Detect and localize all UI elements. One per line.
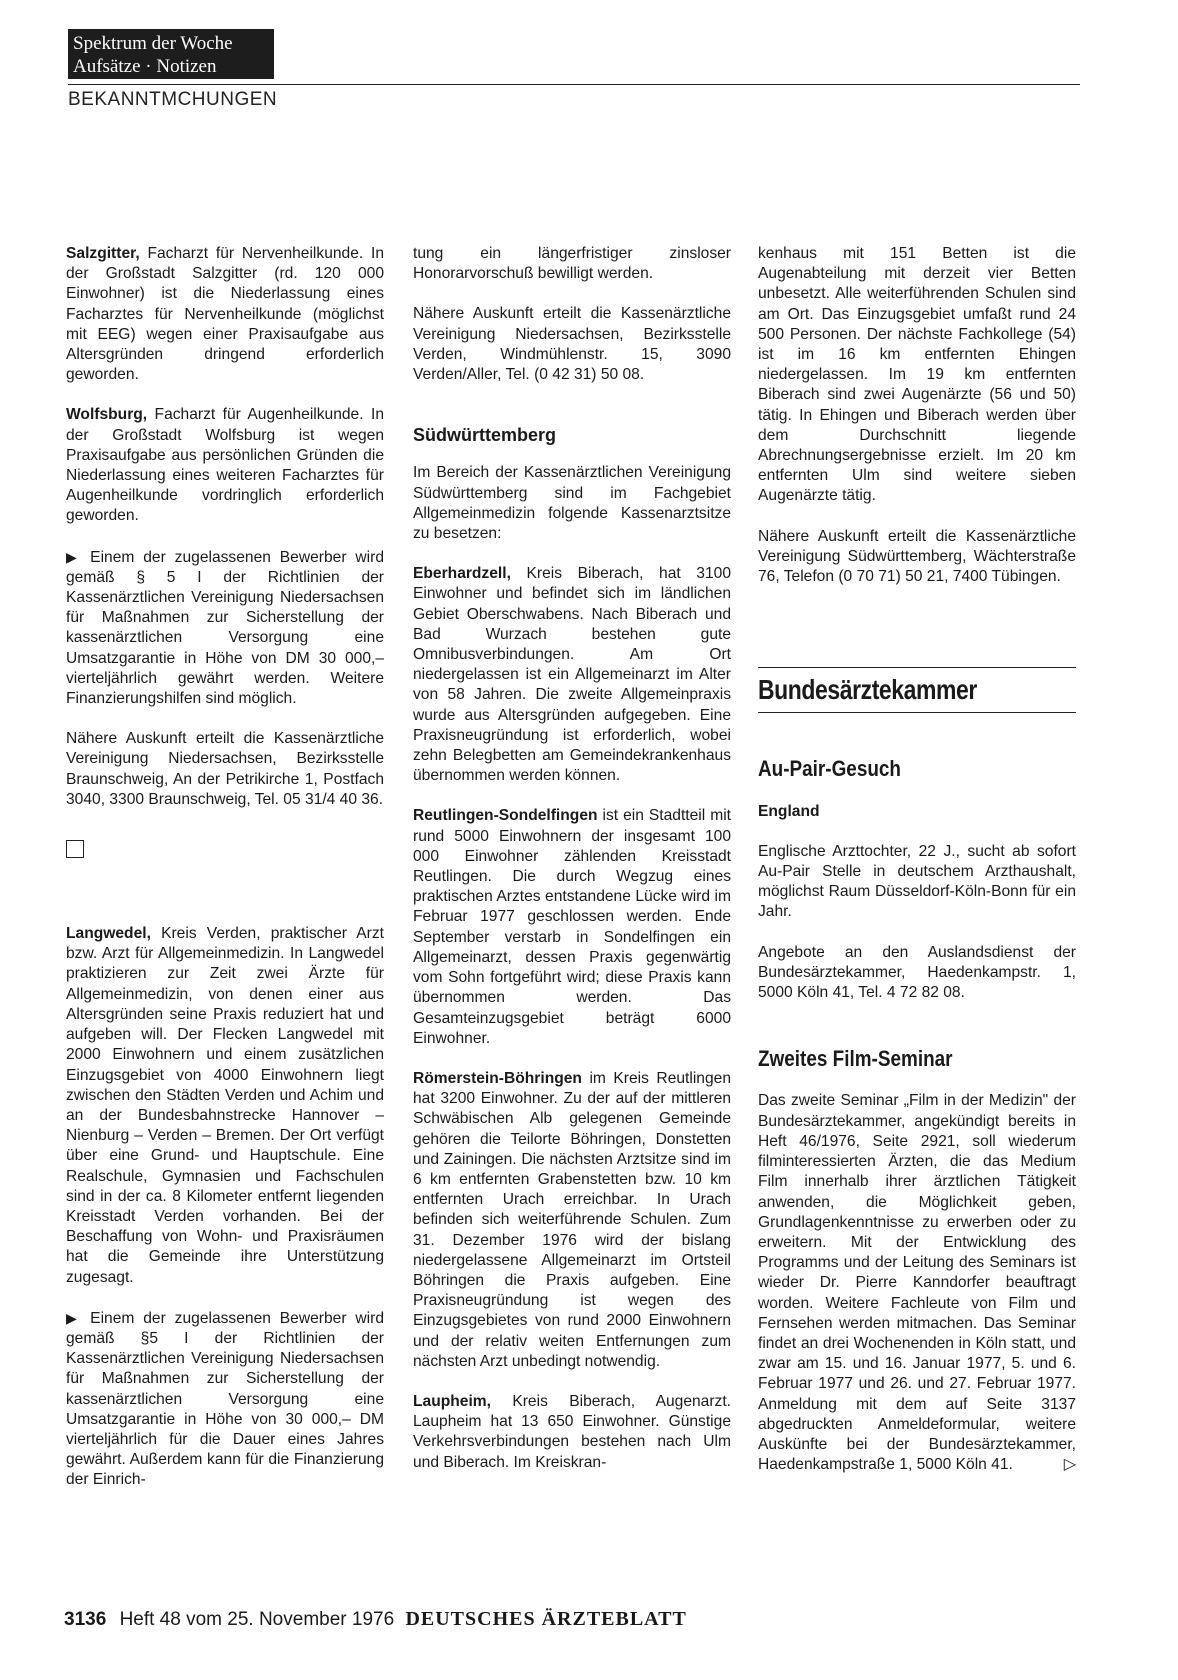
column-1 [66, 244, 384, 1511]
notice-laupheim [413, 1392, 731, 1473]
notice-contact-braunschweig: Nähere Auskunft erteilt die Kassenärztliche Vereinigung Niedersachsen, Bezirksstelle Braunschweig, An der Petrikirche 1, Postfach 3040, 3300 Braunschweig, Tel. 05 31/4 40 36. [66, 730, 384, 808]
column-3 [758, 244, 1076, 1495]
notice-au-pair-contact: Angebote an den Auslandsdienst der Bundesärztekammer, Haedenkampstr. 1, 5000 Köln 41, Tel. 4 72 82 08. [758, 943, 1076, 1002]
section-label: BEKANNTMCHUNGEN [68, 89, 278, 110]
notice-intro-suedwuerttemberg: Im Bereich der Kassenärztlichen Vereinigung Südwürttemberg sind im Fachgebiet Allgemeinmedizin folgende Kassenarztsitze zu besetzen: [413, 464, 731, 543]
heading-rule-top [758, 667, 1076, 668]
header-rule [68, 84, 1080, 85]
notice-film-seminar [758, 1091, 1076, 1475]
notice-text: Das zweite Seminar „Film in der Medizin" der Bundesärztekammer, angekündigt bereits in Heft 46/1976, Seite 2921, soll wiederum filminteressierten Ärzten, die das Medium Film innerhalb ihrer ärztlichen Tätigkeit anwenden, die Möglichkeit geben, Grundlagenkenntnisse zu erwerben oder zu erweitern. Mit der Entwicklung des Programms und der Leitung des Seminars ist wieder Dr. Pierre Kanndorfer beauftragt worden. Weitere Fachleute von Film und Fernsehen werden mitmachen. Das Seminar findet an drei Wochenenden in Köln statt, und zwar am 15. und 16. Januar 1977, 5. und 6. Februar 1977 und 26. und 27. Februar 1977. Anmeldung mit dem auf Seite 3137 abgedruckten Anmeldeformular, weitere Auskünfte bei der Bundesärztekammer, Haedenkampstraße 1, 5000 Köln 41. [758, 1092, 1076, 1474]
notice-text: im Kreis Reutlingen hat 3200 Einwohner. Zu der auf der mittleren Schwäbischen Alb gelegenen Gemeinde gehören die Teilorte Böhringen, Donstetten und Zainingen. Die nächsten Arztsitze sind im 6 km entfernten Grabenstetten bzw. 10 km entfernten Urach erreichbar. In Urach befinden sich weiterführende Schulen. Zum 31. Dezember 1976 wird der bislang niedergelassene Allgemeinarzt im Ortsteil Böhringen die Praxis aufgeben. Eine Praxisneugründung ist wegen des Einzugsgebietes von rund 2000 Einwohnern und der relativ weiten Entfernungen zum nächsten Arzt unbedingt notwendig. [413, 1069, 731, 1370]
notice-salzgitter [66, 244, 384, 385]
notice-text: Einem der zugelassenen Bewerber wird gemäß § 5 I der Richtlinien der Kassenärztlichen Vereinigung Niedersachsen für Maßnahmen zur Sicherstellung der kassenärztlichen Versorgung eine Umsatzgarantie in Höhe von DM 30 000,– vierteljährlich gewährt werden. Weitere Finanzierungshilfen sind möglich. [66, 548, 384, 708]
notice-text: Facharzt für Nervenheilkunde. In der Großstadt Salzgitter (rd. 120 000 Einwohner) ist die Niederlassung eines Facharztes für Nervenheilkunde (möglichst mit EEG) wegen einer Praxisaufgabe aus Altersgründen dringend erforderlich geworden. [66, 245, 384, 384]
subheading-england: England [758, 802, 820, 820]
notice-guarantee-1 [66, 547, 384, 710]
page-number: 3136 [64, 1609, 107, 1630]
notice-lead: Eberhardzell, [413, 565, 511, 583]
section-badge [68, 29, 274, 79]
notice-roemerstein [413, 1069, 731, 1372]
notice-wolfsburg [66, 405, 384, 526]
heading-bundesaerztekammer: Bundesärztekammer [758, 674, 977, 706]
notice-contact-verden: Nähere Auskunft erteilt die Kassenärztliche Vereinigung Niedersachsen, Bezirksstelle Verden, Windmühlenstr. 15, 3090 Verden/Aller, Tel. (0 42 31) 50 08. [413, 305, 731, 384]
notice-lead: Salzgitter, [66, 245, 140, 262]
notice-langwedel [66, 924, 384, 1288]
column-2 [413, 244, 731, 1493]
notice-guarantee-2 [66, 1308, 384, 1491]
notice-lead: Laupheim, [413, 1392, 491, 1410]
notice-lead: Römerstein-Böhringen [413, 1069, 582, 1087]
notice-lead: Reutlingen-Sondelfingen [413, 807, 598, 825]
notice-text: Einem der zugelassenen Bewerber wird gemäß §5 I der Richtlinien der Kassenärztlichen Vereinigung Niedersachsen für Maßnahmen zur Sicherstellung der kassenärztlichen Versorgung eine Umsatzgarantie in Höhe von 30 000,– DM vierteljährlich für die Dauer eines Jahres gewährt. Außerdem kann für die Finanzierung der Einrich- [66, 1309, 384, 1489]
notice-text: Kreis Verden, praktischer Arzt bzw. Arzt für Allgemeinmedizin. In Langwedel praktizieren zur Zeit zwei Ärzte für Allgemeinmedizin, von denen einer aus Altersgründen seine Praxis reduziert hat und aufgeben will. Der Flecken Langwedel mit 2000 Einwohnern und einem zusätzlichen Einzugsgebiet von 4000 Einwohnern liegt zwischen den Städten Verden und Achim und an der Bundesbahnstrecke Hannover – Nienburg – Verden – Bremen. Der Ort verfügt über eine Grund- und Hauptschule. Eine Realschule, Gymnasien und Fachschulen sind in der ca. 8 Kilometer entfernt liegenden Kreisstadt Verden vorhanden. Bei der Beschaffung von Wohn- und Praxisräumen hat die Gemeinde ihre Unterstützung zugesagt. [66, 925, 384, 1286]
notice-continuation: tung ein längerfristiger zinsloser Honorarvorschuß bewilligt werden. [413, 245, 731, 283]
badge-line-1: Spektrum der Woche [73, 33, 233, 54]
notice-lead: Langwedel, [66, 925, 151, 943]
page-footer [64, 1608, 687, 1631]
notice-contact-tuebingen: Nähere Auskunft erteilt die Kassenärztliche Vereinigung Südwürttemberg, Wächterstraße 76, Telefon (0 70 71) 50 21, 7400 Tübingen. [758, 527, 1076, 586]
notice-reutlingen [413, 806, 731, 1048]
notice-text: ist ein Stadtteil mit rund 5000 Einwohnern der insgesamt 100 000 Einwohner zählenden Kreisstadt Reutlingen. Die durch Wegzug eines praktischen Arztes entstandene Lücke wird im Februar 1977 geschlossen werden. Ende September verstarb in Sondelfingen ein Allgemeinarzt, dessen Praxis gegenwärtig vom Sohn fortgeführt wird; diese Praxis kann übernommen werden. Das Gesamteinzugsgebiet beträgt 6000 Einwohner. [413, 807, 731, 1047]
heading-film-seminar: Zweites Film-Seminar [758, 1046, 953, 1072]
continue-arrow-icon: ▷ [1063, 1456, 1076, 1474]
notice-text: Kreis Biberach, Augenarzt. Laupheim hat 13 650 Einwohner. Günstige Verkehrsverbindungen bestehen nach Ulm und Biberach. Im Kreiskran- [413, 1392, 731, 1471]
issue-info: Heft 48 vom 25. November 1976 [119, 1609, 395, 1630]
notice-lead: Wolfsburg, [66, 406, 148, 424]
heading-au-pair: Au-Pair-Gesuch [758, 756, 901, 782]
square-separator-icon [66, 840, 84, 858]
triangle-bullet-icon: ▶ [66, 1309, 82, 1326]
notice-eberhardzell [413, 564, 731, 786]
heading-suedwuerttemberg: Südwürttemberg [413, 425, 557, 446]
triangle-bullet-icon: ▶ [66, 548, 82, 565]
heading-rule-bottom [758, 712, 1076, 713]
notice-text: Facharzt für Augenheilkunde. In der Großstadt Wolfsburg ist wegen Praxisaufgabe aus persönlichen Gründen die Niederlassung eines weiteren Facharztes für Augenheilkunde vordringlich erforderlich geworden. [66, 406, 384, 525]
magazine-title: DEUTSCHES ÄRZTEBLATT [405, 1608, 687, 1630]
notice-text: Kreis Biberach, hat 3100 Einwohner und befindet sich im ländlichen Gebiet Oberschwabens. Nach Biberach und Bad Wurzach bestehen gute Omnibusverbindungen. Am Ort niedergelassen ist ein Allgemeinarzt im Alter von 58 Jahren. Die zweite Allgemeinpraxis wurde aus Altersgründen aufgegeben. Eine Praxisneugründung ist erforderlich, wobei zehn Belegbetten am Gemeindekrankenhaus übernommen werden können. [413, 565, 731, 785]
notice-au-pair: Englische Arzttochter, 22 J., sucht ab sofort Au-Pair Stelle in deutschem Arzthaushalt, möglichst Raum Düsseldorf-Köln-Bonn für ein Jahr. [758, 842, 1076, 921]
notice-continuation: kenhaus mit 151 Betten ist die Augenabteilung mit derzeit vier Betten unbesetzt. Alle weiterführenden Schulen sind am Ort. Das Einzugsgebiet umfaßt rund 24 500 Personen. Der nächste Fachkollege (54) ist im 16 km entfernten Ehingen niedergelassen. Im 19 km entfernten Biberach sind zwei Augenärzte (56 und 50) tätig. In Ehingen und Biberach werden über dem Durchschnitt liegende Abrechnungsergebnisse erzielt. Im 20 km entfernten Ulm sind weitere sieben Augenärzte tätig. [758, 245, 1076, 505]
badge-line-2: Aufsätze · Notizen [73, 56, 217, 77]
